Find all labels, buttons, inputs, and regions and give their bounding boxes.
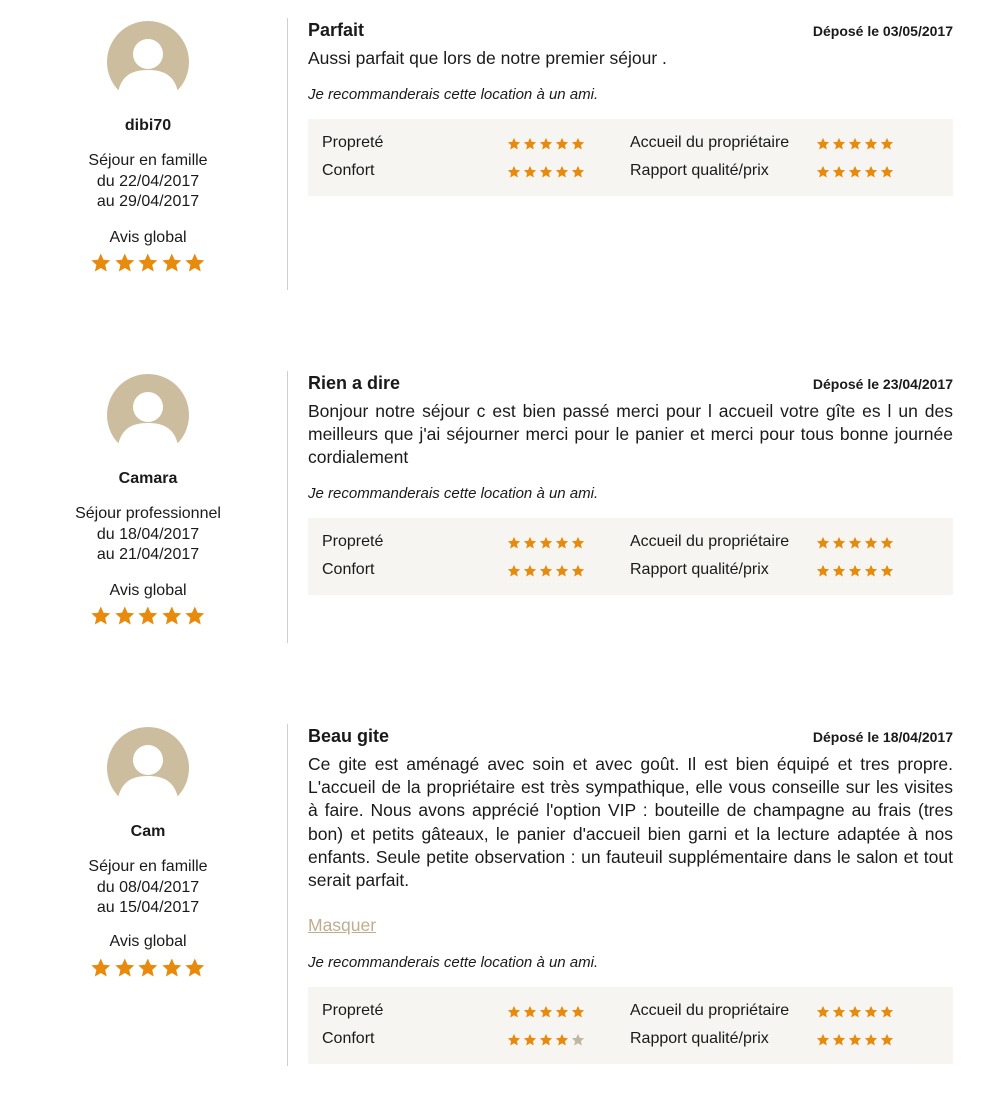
star-filled-icon: [555, 137, 569, 151]
star-filled-icon: [848, 536, 862, 550]
review-title: Parfait: [308, 20, 365, 40]
star-filled-icon: [523, 536, 537, 550]
star-filled-icon: [880, 536, 894, 550]
global-rating-label: Avis global: [109, 933, 187, 950]
star-filled-icon: [114, 252, 136, 274]
star-filled-icon: [539, 564, 553, 578]
star-filled-icon: [832, 564, 846, 578]
star-empty-icon: [571, 1033, 585, 1047]
global-rating-stars: [90, 252, 206, 274]
rating-stars-rapport: [816, 165, 896, 179]
stay-from: du 08/04/2017: [96, 879, 200, 896]
review-author: [50, 726, 246, 996]
star-filled-icon: [507, 536, 521, 550]
rating-label-accueil: Accueil du propriétaire: [630, 1002, 790, 1019]
star-filled-icon: [137, 605, 159, 627]
divider: [287, 371, 288, 643]
global-rating-stars: [90, 957, 206, 979]
review-title: Rien a dire: [308, 373, 401, 393]
star-filled-icon: [523, 165, 537, 179]
rating-label-confort: Confort: [322, 561, 375, 578]
ratings-box: [308, 987, 953, 1064]
star-filled-icon: [880, 165, 894, 179]
rating-label-proprete: Propreté: [322, 1002, 384, 1019]
star-filled-icon: [539, 165, 553, 179]
rating-label-confort: Confort: [322, 1030, 375, 1047]
star-filled-icon: [880, 1005, 894, 1019]
star-filled-icon: [523, 1005, 537, 1019]
user-avatar-icon: [106, 726, 190, 810]
star-filled-icon: [864, 536, 878, 550]
stay-to: au 29/04/2017: [96, 193, 200, 210]
star-filled-icon: [137, 957, 159, 979]
review-text: Bonjour notre séjour c est bien passé merci pour l accueil votre gîte es l un des meilleurs que j'ai séjourner merci pour le panier et merci pour tous bonne journée cordialement: [308, 401, 953, 468]
star-filled-icon: [507, 564, 521, 578]
star-filled-icon: [816, 137, 830, 151]
star-filled-icon: [848, 1005, 862, 1019]
rating-stars-accueil: [816, 536, 896, 550]
review-author: [50, 20, 246, 290]
star-filled-icon: [523, 564, 537, 578]
star-filled-icon: [184, 957, 206, 979]
star-filled-icon: [816, 564, 830, 578]
review-card: [0, 371, 985, 646]
review-author: [50, 373, 246, 643]
hide-link[interactable]: Masquer: [308, 915, 377, 935]
review-title: Beau gite: [308, 726, 390, 746]
global-rating-stars: [90, 605, 206, 627]
stay-type: Séjour professionnel: [75, 505, 221, 522]
star-filled-icon: [507, 1005, 521, 1019]
user-avatar-icon: [106, 373, 190, 457]
stay-from: du 22/04/2017: [96, 173, 200, 190]
rating-stars-confort: [507, 1033, 587, 1047]
star-filled-icon: [864, 564, 878, 578]
star-filled-icon: [864, 1005, 878, 1019]
global-rating-label: Avis global: [109, 582, 187, 599]
star-filled-icon: [571, 165, 585, 179]
star-filled-icon: [114, 605, 136, 627]
stay-to: au 21/04/2017: [96, 546, 200, 563]
user-avatar-icon: [106, 20, 190, 104]
review-date: Déposé le 23/04/2017: [812, 376, 953, 392]
star-filled-icon: [161, 957, 183, 979]
star-filled-icon: [523, 137, 537, 151]
author-name: dibi70: [124, 117, 172, 134]
avatar: [106, 726, 190, 810]
review-content: [308, 373, 953, 643]
review-content: [308, 20, 953, 290]
star-filled-icon: [90, 957, 112, 979]
star-filled-icon: [848, 1033, 862, 1047]
review-text: Ce gite est aménagé avec soin et avec goût. Il est bien équipé et tres propre. L'accueil de la propriétaire est très sympathique, elle vous conseille sur les visites à faire. Nous avons apprécié l'option VIP : bouteille de champagne au frais (tres bon) et petits gâteaux, le panier d'accueil bien garni et la lecture adaptée à nos enfants. Seule petite observation : un fauteuil supplémentaire dans le salon et tout serait parfait.: [308, 754, 953, 891]
star-filled-icon: [864, 165, 878, 179]
star-filled-icon: [832, 165, 846, 179]
star-filled-icon: [539, 1033, 553, 1047]
review-date: Déposé le 18/04/2017: [812, 729, 953, 745]
review-card: [0, 724, 985, 1068]
rating-label-proprete: Propreté: [322, 533, 384, 550]
star-filled-icon: [816, 1033, 830, 1047]
stay-from: du 18/04/2017: [96, 526, 200, 543]
rating-label-accueil: Accueil du propriétaire: [630, 533, 790, 550]
star-filled-icon: [848, 165, 862, 179]
review-card: [0, 18, 985, 293]
star-filled-icon: [832, 1005, 846, 1019]
stay-to: au 15/04/2017: [96, 899, 200, 916]
star-filled-icon: [539, 1005, 553, 1019]
star-filled-icon: [816, 1005, 830, 1019]
review-text: Aussi parfait que lors de notre premier séjour .: [308, 48, 667, 68]
rating-label-rapport: Rapport qualité/prix: [630, 1030, 769, 1047]
star-filled-icon: [816, 165, 830, 179]
star-filled-icon: [571, 564, 585, 578]
rating-stars-accueil: [816, 1005, 896, 1019]
ratings-box: [308, 119, 953, 196]
rating-stars-accueil: [816, 137, 896, 151]
author-name: Cam: [130, 823, 166, 840]
rating-stars-confort: [507, 165, 587, 179]
rating-label-proprete: Propreté: [322, 134, 384, 151]
star-filled-icon: [555, 1005, 569, 1019]
rating-stars-confort: [507, 564, 587, 578]
rating-stars-proprete: [507, 1005, 587, 1019]
star-filled-icon: [555, 536, 569, 550]
rating-label-confort: Confort: [322, 162, 375, 179]
recommend-text: Je recommanderais cette location à un ami.: [308, 485, 599, 502]
divider: [287, 724, 288, 1066]
star-filled-icon: [523, 1033, 537, 1047]
star-filled-icon: [161, 252, 183, 274]
rating-label-rapport: Rapport qualité/prix: [630, 162, 769, 179]
star-filled-icon: [507, 137, 521, 151]
divider: [287, 18, 288, 290]
star-filled-icon: [864, 1033, 878, 1047]
star-filled-icon: [114, 957, 136, 979]
star-filled-icon: [571, 536, 585, 550]
star-filled-icon: [864, 137, 878, 151]
rating-stars-proprete: [507, 137, 587, 151]
avatar: [106, 20, 190, 104]
star-filled-icon: [539, 536, 553, 550]
star-filled-icon: [832, 1033, 846, 1047]
avatar: [106, 373, 190, 457]
star-filled-icon: [555, 564, 569, 578]
star-filled-icon: [848, 137, 862, 151]
star-filled-icon: [507, 1033, 521, 1047]
star-filled-icon: [90, 252, 112, 274]
author-name: Camara: [118, 470, 178, 487]
star-filled-icon: [832, 536, 846, 550]
review-content: [308, 726, 953, 1066]
star-filled-icon: [137, 252, 159, 274]
star-filled-icon: [539, 137, 553, 151]
star-filled-icon: [184, 252, 206, 274]
star-filled-icon: [848, 564, 862, 578]
star-filled-icon: [880, 564, 894, 578]
stay-type: Séjour en famille: [88, 858, 208, 875]
star-filled-icon: [832, 137, 846, 151]
ratings-box: [308, 518, 953, 595]
rating-stars-proprete: [507, 536, 587, 550]
star-filled-icon: [571, 137, 585, 151]
star-filled-icon: [555, 1033, 569, 1047]
star-filled-icon: [880, 137, 894, 151]
star-filled-icon: [571, 1005, 585, 1019]
star-filled-icon: [507, 165, 521, 179]
recommend-text: Je recommanderais cette location à un ami.: [308, 86, 599, 103]
star-filled-icon: [161, 605, 183, 627]
star-filled-icon: [90, 605, 112, 627]
rating-label-accueil: Accueil du propriétaire: [630, 134, 790, 151]
star-filled-icon: [184, 605, 206, 627]
star-filled-icon: [816, 536, 830, 550]
stay-type: Séjour en famille: [88, 152, 208, 169]
star-filled-icon: [880, 1033, 894, 1047]
rating-stars-rapport: [816, 1033, 896, 1047]
star-filled-icon: [555, 165, 569, 179]
rating-label-rapport: Rapport qualité/prix: [630, 561, 769, 578]
rating-stars-rapport: [816, 564, 896, 578]
global-rating-label: Avis global: [109, 229, 187, 246]
recommend-text: Je recommanderais cette location à un ami.: [308, 954, 599, 971]
review-date: Déposé le 03/05/2017: [812, 23, 953, 39]
